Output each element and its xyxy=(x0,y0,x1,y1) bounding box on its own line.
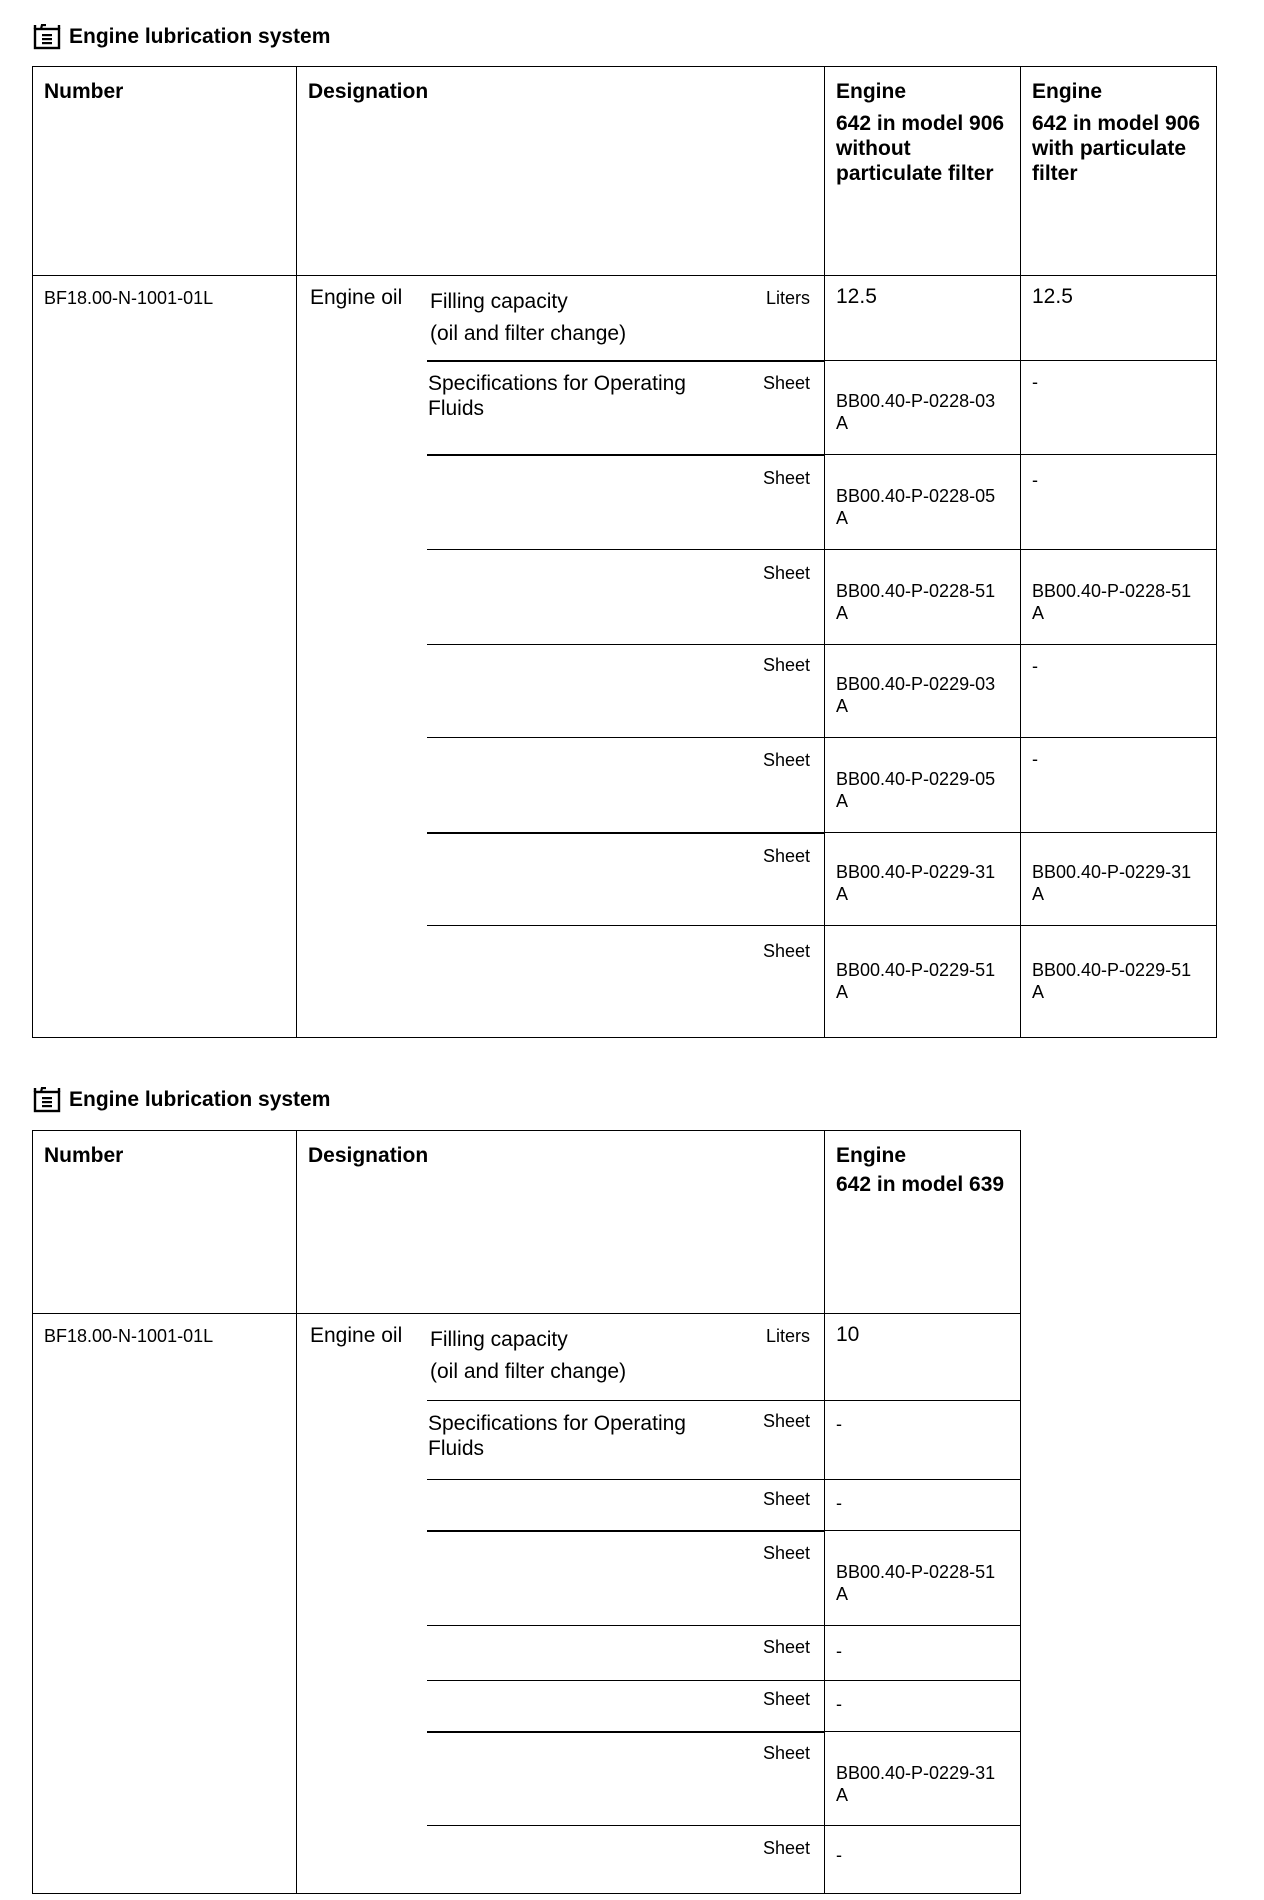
sheet-row: BB00.40-P-0229-31 A xyxy=(33,1732,1021,1826)
unit-sheet: Sheet xyxy=(762,1489,810,1509)
header-number: Number xyxy=(44,1144,124,1167)
table-header-row xyxy=(33,1131,1021,1314)
unit-sheet: Sheet xyxy=(762,655,810,675)
oil-can-icon xyxy=(33,24,61,50)
table-header-row xyxy=(33,67,1217,276)
section-title-1 xyxy=(33,22,330,52)
unit-sheet: Sheet xyxy=(762,1543,810,1563)
unit-sheet: Sheet xyxy=(762,563,810,583)
specs-label: Specifications for Operating Fluids xyxy=(428,372,686,420)
sheet-row: - xyxy=(33,1681,1021,1732)
specs-label: Specifications for Operating Fluids xyxy=(428,1412,686,1460)
header-number: Number xyxy=(44,80,124,103)
spec-table-2 xyxy=(32,1130,1021,1894)
section-title-text: Engine lubrication system xyxy=(69,1088,331,1111)
unit-sheet: Sheet xyxy=(762,1743,810,1763)
unit-sheet: Sheet xyxy=(762,1838,810,1858)
header-engine-col-1: Engine 642 in model 639 xyxy=(836,1144,1005,1196)
filling-capacity-row xyxy=(33,276,1217,361)
unit-sheet: Sheet xyxy=(762,1637,810,1657)
value-cell: 12.5 xyxy=(1021,276,1217,361)
header-engine-col-1: Engine 642 in model 906 without particulate filter xyxy=(836,80,1005,185)
header-designation: Designation xyxy=(308,1144,429,1167)
sheet-row: - xyxy=(33,1480,1021,1531)
filling-capacity-row xyxy=(33,1314,1021,1401)
designation-engine-oil: Engine oil xyxy=(310,1324,403,1347)
unit-sheet: Sheet xyxy=(762,941,810,961)
sheet-row: BB00.40-P-0229-05 A - xyxy=(33,738,1217,833)
sheet-row: BB00.40-P-0229-03 A - xyxy=(33,645,1217,738)
sheet-row: - xyxy=(33,1626,1021,1681)
unit-liters: Liters xyxy=(765,1326,810,1346)
sheet-row: BB00.40-P-0228-51 A xyxy=(33,1531,1021,1626)
sheet-row: BB00.40-P-0229-31 A BB00.40-P-0229-31 A xyxy=(33,833,1217,926)
value-cell: 10 xyxy=(825,1314,1021,1401)
section-title-text: Engine lubrication system xyxy=(69,25,331,48)
header-engine-col-2: Engine 642 in model 906 with particulate filter xyxy=(1032,80,1201,185)
unit-sheet: Sheet xyxy=(762,373,810,393)
part-number: BF18.00-N-1001-01L xyxy=(33,1314,297,1894)
value-cell: 12.5 xyxy=(825,276,1021,361)
sheet-row: BB00.40-P-0228-51 A BB00.40-P-0228-51 A xyxy=(33,550,1217,645)
unit-sheet: Sheet xyxy=(762,468,810,488)
designation-engine-oil: Engine oil xyxy=(310,286,403,309)
sheet-row: - xyxy=(33,1401,1021,1480)
designation-cell xyxy=(297,276,825,1038)
filling-capacity-label: Filling capacity (oil and filter change) xyxy=(430,1328,627,1383)
unit-sheet: Sheet xyxy=(762,846,810,866)
sheet-row: BB00.40-P-0228-03 A - xyxy=(33,361,1217,455)
unit-sheet: Sheet xyxy=(762,750,810,770)
unit-sheet: Sheet xyxy=(762,1411,810,1431)
designation-cell xyxy=(297,1314,825,1894)
spec-table-1 xyxy=(32,66,1217,1038)
filling-capacity-label: Filling capacity (oil and filter change) xyxy=(430,290,627,345)
header-designation: Designation xyxy=(308,80,429,103)
sheet-row: BB00.40-P-0228-05 A - xyxy=(33,455,1217,550)
oil-can-icon xyxy=(33,1087,61,1113)
unit-liters: Liters xyxy=(765,288,810,308)
section-title-2 xyxy=(33,1085,330,1115)
sheet-row: BB00.40-P-0229-51 A BB00.40-P-0229-51 A xyxy=(33,926,1217,1038)
part-number: BF18.00-N-1001-01L xyxy=(33,276,297,1038)
sheet-row: - xyxy=(33,1826,1021,1894)
unit-sheet: Sheet xyxy=(762,1689,810,1709)
